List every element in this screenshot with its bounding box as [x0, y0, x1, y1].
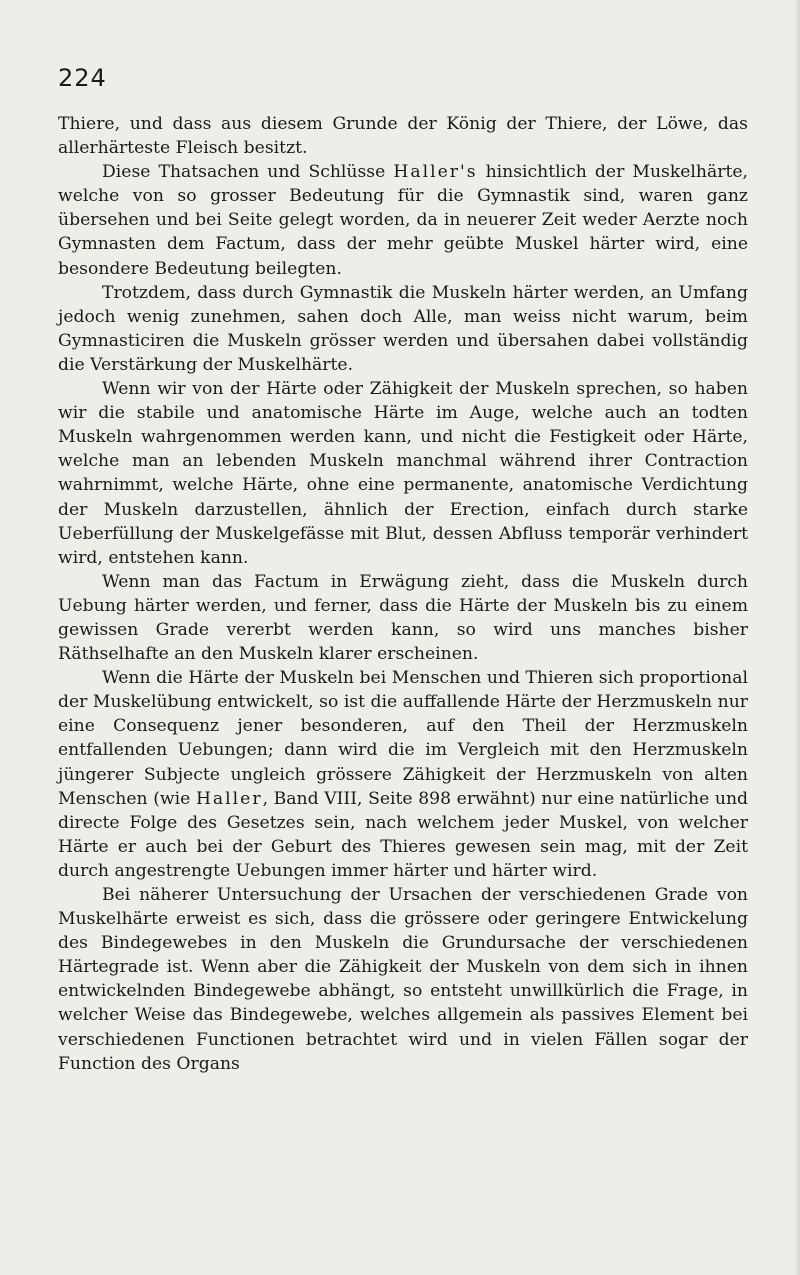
paragraph-6	[58, 666, 748, 883]
author-name-haller: Haller's	[393, 162, 478, 183]
paragraph-6-text-b: , Band VIII, Seite 898 erwähnt) nur eine natürliche und directe Folge des Gesetzes sein, nach welchem jeder Muskel, von welcher Härte er auch bei der Geburt des Thieres gewesen sein mag, mit der Zeit durch angestrengte Uebungen immer härter und härter wird.	[58, 788, 749, 881]
paragraph-2-text-b: hinsichtlich der Muskelhärte, welche von so grosser Bedeutung für die Gymnastik sind, waren ganz übersehen und bei Seite gelegt worden, da in neuerer Zeit weder Aerzte noch Gymnasten dem Factum, dass der mehr geübte Muskel härter wird, eine besondere Bedeutung beilegten.	[58, 162, 748, 279]
paragraph-1-text: Thiere, und dass aus diesem Grunde der König der Thiere, der Löwe, das allerhärteste Fleisch besitzt.	[58, 114, 748, 159]
author-name-haller: Haller	[195, 788, 263, 809]
paragraph-3-text: Trotzdem, dass durch Gymnastik die Muskeln härter werden, an Umfang jedoch wenig zunehmen, sahen doch Alle, man weiss nicht warum, beim Gymnasticiren die Muskeln grösser werden und übersahen dabei vollständig die Verstärkung der Muskelhärte.	[58, 282, 748, 375]
paragraph-7-text: Bei näherer Untersuchung der Ursachen der verschiedenen Grade von Muskelhärte erweist es sich, dass die grössere oder geringere Entwickelung des Bindegewebes in den Muskeln die Grundursache der verschiedenen Härtegrade ist. Wenn aber die Zähigkeit der Muskeln von dem sich in ihnen entwickelnden Bindegewebe abhängt, so entsteht unwillkürlich die Frage, in welcher Weise das Bindegewebe, welches allgemein als passives Element bei verschiedenen Functionen betrachtet wird und in vielen Fällen sogar der Function des Organs	[58, 885, 748, 1074]
paragraph-3	[58, 281, 748, 377]
page-number: 224	[58, 64, 107, 92]
paragraph-5-text: Wenn man das Factum in Erwägung zieht, dass die Muskeln durch Uebung härter werden, und ferner, dass die Härte der Muskeln bis zu einem gewissen Grade vererbt werden kann, so wird uns manches bisher Räthselhafte an den Muskeln klarer erscheinen.	[58, 571, 748, 665]
paragraph-2-text-a: Diese Thatsachen und Schlüsse	[102, 162, 394, 183]
page-edge-shadow	[794, 0, 800, 1275]
paragraph-4	[58, 377, 748, 570]
paragraph-1	[58, 112, 748, 160]
paragraph-2	[58, 160, 748, 280]
paragraph-7	[58, 883, 748, 1076]
paragraph-6-text-a: Wenn die Härte der Muskeln bei Menschen und Thieren sich proportional der Muskelübung entwickelt, so ist die auffallende Härte der Herzmuskeln nur eine Consequenz jener besonderen, auf den Theil der Herzmuskeln entfallenden Uebungen; dann wird die im Vergleich mit den Herzmuskeln jüngerer Subjecte ungleich grössere Zähigkeit der Herzmuskeln von alten Menschen (wie	[58, 668, 748, 809]
paragraph-4-text: Wenn wir von der Härte oder Zähigkeit der Muskeln sprechen, so haben wir die stabile und anatomische Härte im Auge, welche auch an todten Muskeln wahrgenommen werden kann, und nicht die Festigkeit oder Härte, welche man an lebenden Muskeln manchmal während ihrer Contraction wahrnimmt, welche Härte, ohne eine permanente, anatomische Verdichtung der Muskeln darzustellen, ähnlich der Erection, einfach durch starke Ueberfüllung der Muskelgefässe mit Blut, dessen Abfluss temporär verhindert wird, entstehen kann.	[58, 379, 748, 568]
paragraph-5	[58, 570, 748, 666]
body-text	[58, 112, 748, 1076]
